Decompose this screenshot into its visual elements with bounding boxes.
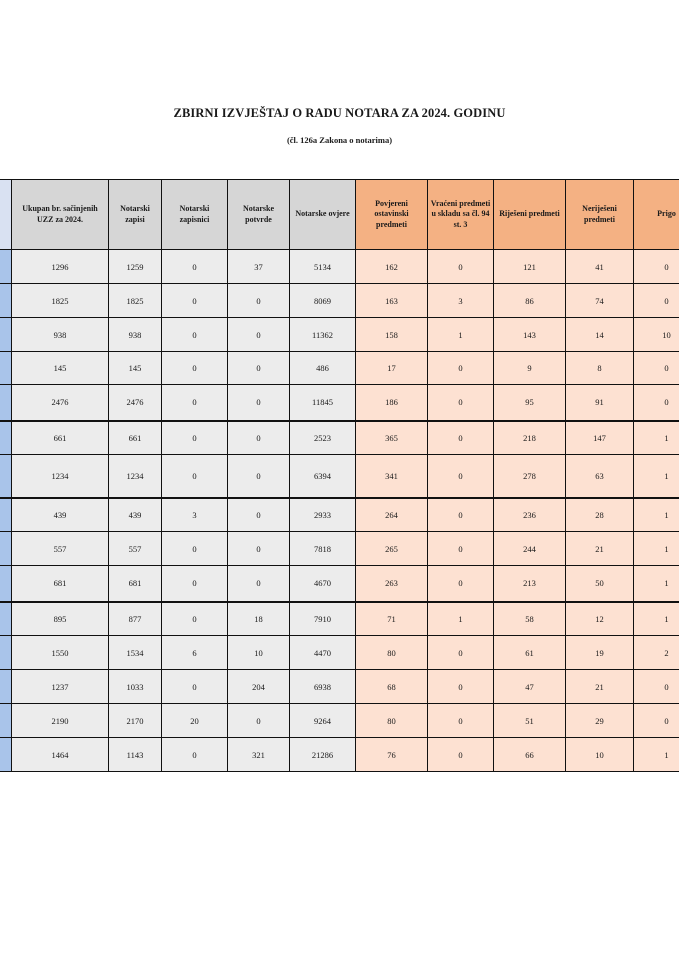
table-cell: 0 [228,284,290,318]
table-row [0,498,679,532]
table-cell: 1 [634,421,679,455]
table-cell: 63 [566,455,634,498]
table-cell: 2 [634,636,679,670]
table-cell: 264 [356,498,428,532]
table-row [0,284,679,318]
table-cell: 0 [228,455,290,498]
table-cell: 0 [428,670,494,704]
table-cell: 121 [494,250,566,284]
table-cell: 0 [162,421,228,455]
table-cell: 143 [494,318,566,352]
table-cell: 0 [634,284,679,318]
table-cell: 1237 [12,670,109,704]
table-cell: 6394 [290,455,356,498]
table-cell: 0 [162,455,228,498]
table-cell: 9 [494,352,566,385]
table-cell: 86 [494,284,566,318]
header-notarske-potvrde: Notarske potvrde [228,180,290,250]
table-cell: 0 [228,352,290,385]
table-cell: 1825 [109,284,162,318]
table-cell: 877 [109,602,162,636]
table-cell: 37 [228,250,290,284]
table-row [0,636,679,670]
table-cell: 439 [109,498,162,532]
table-cell: 0 [634,352,679,385]
table-cell: 938 [109,318,162,352]
row-lead-cell [0,421,12,455]
table-cell: 74 [566,284,634,318]
table-cell: 236 [494,498,566,532]
report-table-viewport [0,179,679,784]
report-title: ZBIRNI IZVJEŠTAJ O RADU NOTARA ZA 2024. GODINU [173,106,506,120]
table-cell: 2190 [12,704,109,738]
header-lead-cell [0,180,12,250]
table-cell: 4670 [290,566,356,602]
table-cell: 1550 [12,636,109,670]
table-cell: 0 [162,532,228,566]
table-cell: 0 [162,318,228,352]
table-cell: 14 [566,318,634,352]
table-cell: 0 [228,318,290,352]
table-cell: 147 [566,421,634,455]
table-cell: 58 [494,602,566,636]
table-cell: 6 [162,636,228,670]
table-cell: 265 [356,532,428,566]
header-notarski-zapisi: Notarski zapisi [109,180,162,250]
table-cell: 204 [228,670,290,704]
table-cell: 11845 [290,385,356,421]
table-cell: 557 [12,532,109,566]
table-cell: 0 [428,704,494,738]
table-cell: 47 [494,670,566,704]
table-cell: 263 [356,566,428,602]
table-cell: 681 [109,566,162,602]
table-cell: 28 [566,498,634,532]
table-cell: 10 [566,738,634,772]
table-cell: 29 [566,704,634,738]
table-cell: 2933 [290,498,356,532]
table-cell: 3 [428,284,494,318]
table-cell: 1 [428,318,494,352]
table-cell: 17 [356,352,428,385]
table-cell: 50 [566,566,634,602]
table-cell: 0 [428,532,494,566]
table-cell: 0 [228,421,290,455]
header-povjereni-predmeti: Povjereni ostavinski predmeti [356,180,428,250]
table-cell: 1 [634,566,679,602]
table-cell: 7818 [290,532,356,566]
row-lead-cell [0,385,12,421]
table-cell: 51 [494,704,566,738]
table-cell: 0 [162,670,228,704]
table-cell: 0 [634,704,679,738]
table-cell: 21286 [290,738,356,772]
table-cell: 0 [428,566,494,602]
table-cell: 0 [228,498,290,532]
table-cell: 1143 [109,738,162,772]
table-cell: 4470 [290,636,356,670]
table-cell: 186 [356,385,428,421]
table-cell: 80 [356,636,428,670]
table-cell: 365 [356,421,428,455]
table-cell: 71 [356,602,428,636]
table-cell: 1033 [109,670,162,704]
table-cell: 1296 [12,250,109,284]
table-cell: 0 [228,566,290,602]
table-cell: 163 [356,284,428,318]
table-cell: 1 [428,602,494,636]
table-cell: 0 [228,532,290,566]
table-cell: 2523 [290,421,356,455]
table-cell: 1 [634,738,679,772]
table-cell: 19 [566,636,634,670]
table-cell: 0 [428,738,494,772]
row-lead-cell [0,498,12,532]
table-row [0,738,679,772]
table-cell: 661 [12,421,109,455]
table-row [0,385,679,421]
table-cell: 0 [162,284,228,318]
table-cell: 1259 [109,250,162,284]
table-cell: 661 [109,421,162,455]
table-cell: 11362 [290,318,356,352]
table-cell: 1464 [12,738,109,772]
table-cell: 0 [162,602,228,636]
table-cell: 76 [356,738,428,772]
header-prigovori: Prigo [634,180,679,250]
table-cell: 321 [228,738,290,772]
table-cell: 2476 [12,385,109,421]
table-cell: 557 [109,532,162,566]
table-cell: 0 [162,250,228,284]
table-cell: 486 [290,352,356,385]
row-lead-cell [0,352,12,385]
table-cell: 0 [228,385,290,421]
table-cell: 21 [566,670,634,704]
table-cell: 0 [162,385,228,421]
table-cell: 1234 [109,455,162,498]
table-cell: 7910 [290,602,356,636]
table-cell: 0 [428,498,494,532]
table-cell: 145 [12,352,109,385]
table-cell: 1 [634,455,679,498]
table-cell: 1 [634,532,679,566]
table-cell: 0 [428,352,494,385]
table-cell: 61 [494,636,566,670]
row-lead-cell [0,250,12,284]
table-cell: 681 [12,566,109,602]
report-table [0,179,679,772]
table-cell: 162 [356,250,428,284]
table-cell: 10 [228,636,290,670]
row-lead-cell [0,318,12,352]
table-cell: 0 [428,385,494,421]
header-ukupan-uzz: Ukupan br. sačinjenih UZZ za 2024. [12,180,109,250]
table-cell: 0 [228,704,290,738]
table-row [0,318,679,352]
table-cell: 341 [356,455,428,498]
table-cell: 5134 [290,250,356,284]
table-cell: 68 [356,670,428,704]
table-row [0,704,679,738]
table-cell: 244 [494,532,566,566]
row-lead-cell [0,670,12,704]
table-cell: 895 [12,602,109,636]
table-cell: 0 [634,250,679,284]
table-cell: 1534 [109,636,162,670]
table-cell: 10 [634,318,679,352]
header-notarski-zapisnici: Notarski zapisnici [162,180,228,250]
table-cell: 41 [566,250,634,284]
table-cell: 95 [494,385,566,421]
row-lead-cell [0,704,12,738]
table-cell: 8069 [290,284,356,318]
table-cell: 0 [634,385,679,421]
table-row [0,250,679,284]
table-cell: 278 [494,455,566,498]
header-rijeseni-predmeti: Riješeni predmeti [494,180,566,250]
table-cell: 12 [566,602,634,636]
row-lead-cell [0,284,12,318]
table-cell: 6938 [290,670,356,704]
table-cell: 2170 [109,704,162,738]
table-cell: 0 [162,352,228,385]
row-lead-cell [0,455,12,498]
table-body [0,250,679,772]
table-cell: 0 [634,670,679,704]
table-cell: 218 [494,421,566,455]
table-cell: 3 [162,498,228,532]
header-vraceni-predmeti: Vraćeni predmeti u skladu sa čl. 94 st. 3 [428,180,494,250]
table-cell: 213 [494,566,566,602]
table-cell: 9264 [290,704,356,738]
table-row [0,532,679,566]
header-nerijeseni-predmeti: Neriješeni predmeti [566,180,634,250]
table-cell: 0 [162,566,228,602]
table-cell: 20 [162,704,228,738]
table-cell: 0 [428,250,494,284]
table-cell: 0 [428,455,494,498]
row-lead-cell [0,738,12,772]
table-cell: 938 [12,318,109,352]
table-cell: 1 [634,498,679,532]
row-lead-cell [0,636,12,670]
table-row [0,566,679,602]
table-cell: 158 [356,318,428,352]
table-cell: 1234 [12,455,109,498]
row-lead-cell [0,602,12,636]
row-lead-cell [0,566,12,602]
table-cell: 439 [12,498,109,532]
table-cell: 18 [228,602,290,636]
table-cell: 91 [566,385,634,421]
row-lead-cell [0,532,12,566]
table-row [0,670,679,704]
table-cell: 1 [634,602,679,636]
table-cell: 0 [428,636,494,670]
table-cell: 0 [162,738,228,772]
table-cell: 21 [566,532,634,566]
header-row [0,180,679,250]
table-cell: 2476 [109,385,162,421]
table-cell: 80 [356,704,428,738]
report-subtitle: (čl. 126a Zakona o notarima) [286,135,393,145]
header-notarske-ovjere: Notarske ovjere [290,180,356,250]
table-row [0,421,679,455]
table-cell: 1825 [12,284,109,318]
table-row [0,352,679,385]
table-cell: 0 [428,421,494,455]
table-cell: 66 [494,738,566,772]
table-row [0,455,679,498]
table-cell: 145 [109,352,162,385]
table-row [0,602,679,636]
table-cell: 8 [566,352,634,385]
